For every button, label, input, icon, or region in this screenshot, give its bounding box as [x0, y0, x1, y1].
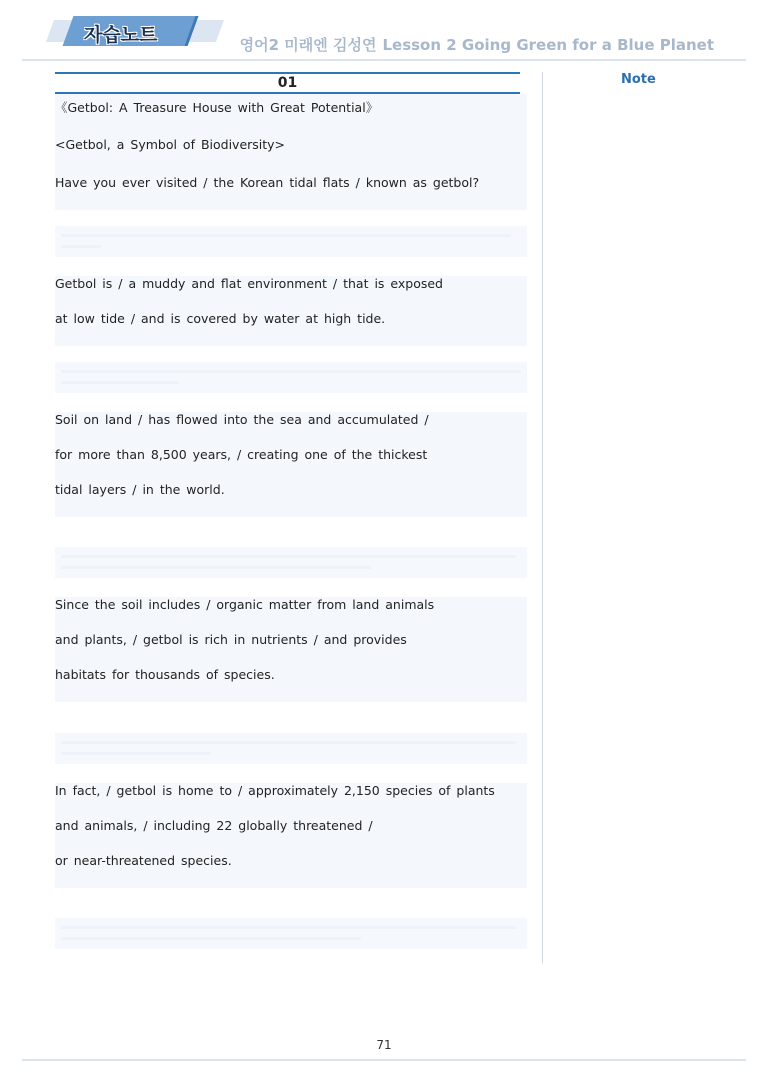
section-heading	[55, 72, 520, 94]
translation-placeholder	[55, 547, 527, 578]
passage-line: and animals, / including 22 globally threatened /	[55, 818, 373, 833]
passage-line: 《Getbol: A Treasure House with Great Potential》	[55, 100, 379, 115]
passage-line: Soil on land / has flowed into the sea and accumulated /	[55, 412, 429, 427]
passage-line: In fact, / getbol is home to / approximately 2,150 species of plants	[55, 783, 495, 798]
header-badge	[40, 14, 220, 50]
badge-label: 자습노트	[84, 24, 158, 46]
translation-placeholder	[55, 226, 527, 257]
translation-placeholder	[55, 918, 527, 949]
passage-block	[55, 412, 527, 517]
translation-placeholder	[55, 362, 527, 393]
section-number: 01	[277, 75, 298, 91]
translation-placeholder	[55, 733, 527, 764]
passage-line: and plants, / getbol is rich in nutrients / and provides	[55, 632, 407, 647]
note-label: Note	[621, 72, 656, 87]
passage-line: Have you ever visited / the Korean tidal flats / known as getbol?	[55, 175, 480, 190]
passage-block	[55, 783, 527, 888]
passage-line: or near-threatened species.	[55, 853, 232, 868]
passage-block	[55, 94, 527, 210]
column-divider	[542, 72, 543, 963]
passage-block	[55, 597, 527, 702]
book-title: 영어2 미래엔 김성연	[239, 36, 377, 54]
passage-line: for more than 8,500 years, / creating one of the thickest	[55, 447, 428, 462]
passage-line: Since the soil includes / organic matter from land animals	[55, 597, 435, 612]
passage-line: <Getbol, a Symbol of Biodiversity>	[55, 137, 286, 152]
header-rule	[22, 59, 746, 61]
passage-line: tidal layers / in the world.	[55, 482, 225, 497]
passage-line: habitats for thousands of species.	[55, 667, 275, 682]
header-title	[240, 34, 714, 55]
footer-rule	[22, 1059, 746, 1061]
page-number: 71	[376, 1038, 392, 1052]
lesson-title: Lesson 2 Going Green for a Blue Planet	[382, 36, 714, 54]
passage-line: Getbol is / a muddy and flat environment / that is exposed	[55, 276, 443, 291]
passage-line: at low tide / and is covered by water at high tide.	[55, 311, 386, 326]
passage-block	[55, 276, 527, 346]
